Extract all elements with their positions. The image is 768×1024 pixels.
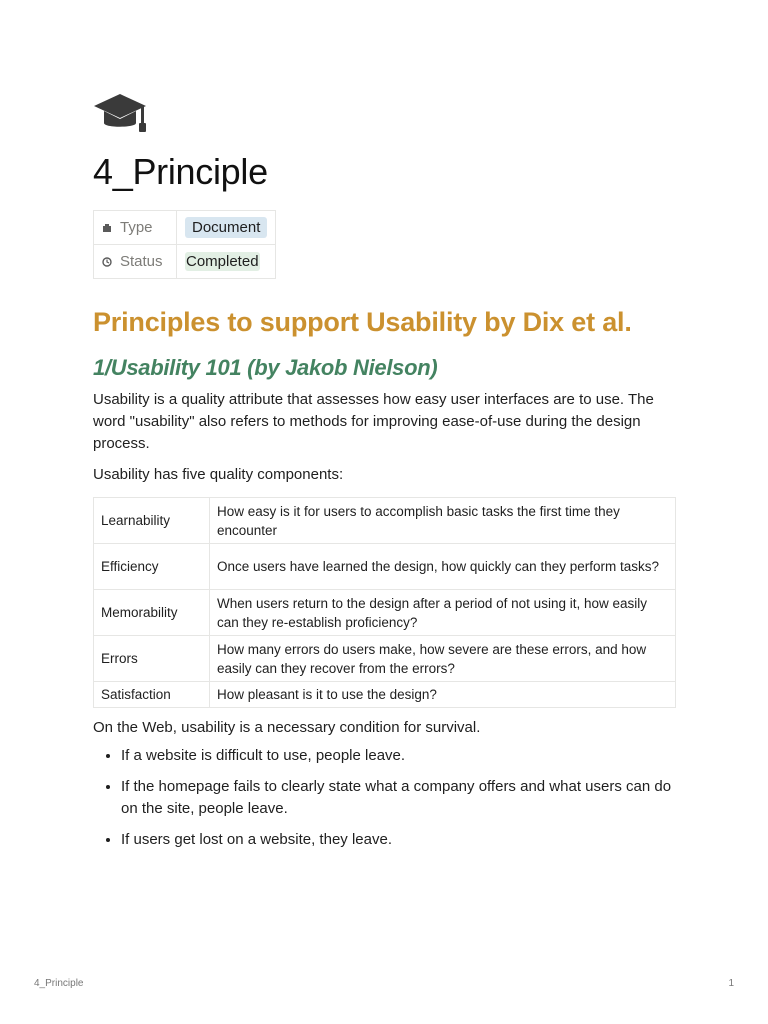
paragraph-components-intro: Usability has five quality components:: [93, 466, 344, 483]
page-title: 4_Principle: [93, 151, 268, 192]
property-row-status[interactable]: [94, 245, 276, 279]
property-key-status: [94, 245, 177, 279]
footer-title: 4_Principle: [34, 978, 84, 989]
component-description: Once users have learned the design, how quickly can they perform tasks?: [210, 544, 676, 590]
heading-2: 1/Usability 101 (by Jakob Nielson): [93, 355, 438, 380]
property-value-status[interactable]: [177, 245, 276, 279]
property-value-type[interactable]: [177, 211, 276, 245]
page-number: 1: [728, 978, 734, 989]
type-tag: Document: [185, 217, 267, 238]
property-key-label: Type: [120, 219, 153, 236]
component-description: When users return to the design after a period of not using it, how easily can they re-establish proficiency?: [210, 590, 676, 636]
quality-components-table: [93, 497, 676, 708]
property-key-type: [94, 211, 177, 245]
component-description: How easy is it for users to accomplish basic tasks the first time they encounter: [210, 498, 676, 544]
table-row: [94, 636, 676, 682]
properties-table: [93, 210, 276, 279]
table-row: [94, 498, 676, 544]
property-key-label: Status: [120, 253, 163, 270]
component-name: Learnability: [94, 498, 210, 544]
table-row: [94, 590, 676, 636]
table-row: [94, 682, 676, 708]
page-content: [93, 92, 676, 851]
component-description: How many errors do users make, how severe are these errors, and how easily can they recover from the errors?: [210, 636, 676, 682]
graduation-cap-icon: [93, 92, 147, 134]
heading-1: Principles to support Usability by Dix et al.: [93, 307, 632, 337]
bullet-list: [93, 745, 676, 851]
table-row: [94, 544, 676, 590]
list-item: • If users get lost on a website, they leave.: [121, 829, 676, 851]
paragraph-usability-definition: Usability is a quality attribute that assesses how easy user interfaces are to use. The word "usability" also refers to methods for improving ease-of-use during the design process.: [93, 391, 654, 452]
paragraph-web-survival: On the Web, usability is a necessary condition for survival.: [93, 719, 481, 736]
component-name: Errors: [94, 636, 210, 682]
status-icon: [102, 257, 112, 267]
property-row-type[interactable]: [94, 211, 276, 245]
list-item: • If a website is difficult to use, people leave.: [121, 745, 676, 767]
type-icon: [102, 223, 112, 233]
list-item: • If the homepage fails to clearly state what a company offers and what users can do on the site, people leave.: [121, 776, 676, 820]
component-description: How pleasant is it to use the design?: [210, 682, 676, 708]
component-name: Satisfaction: [94, 682, 210, 708]
component-name: Memorability: [94, 590, 210, 636]
component-name: Efficiency: [94, 544, 210, 590]
status-tag: Completed: [186, 253, 259, 270]
